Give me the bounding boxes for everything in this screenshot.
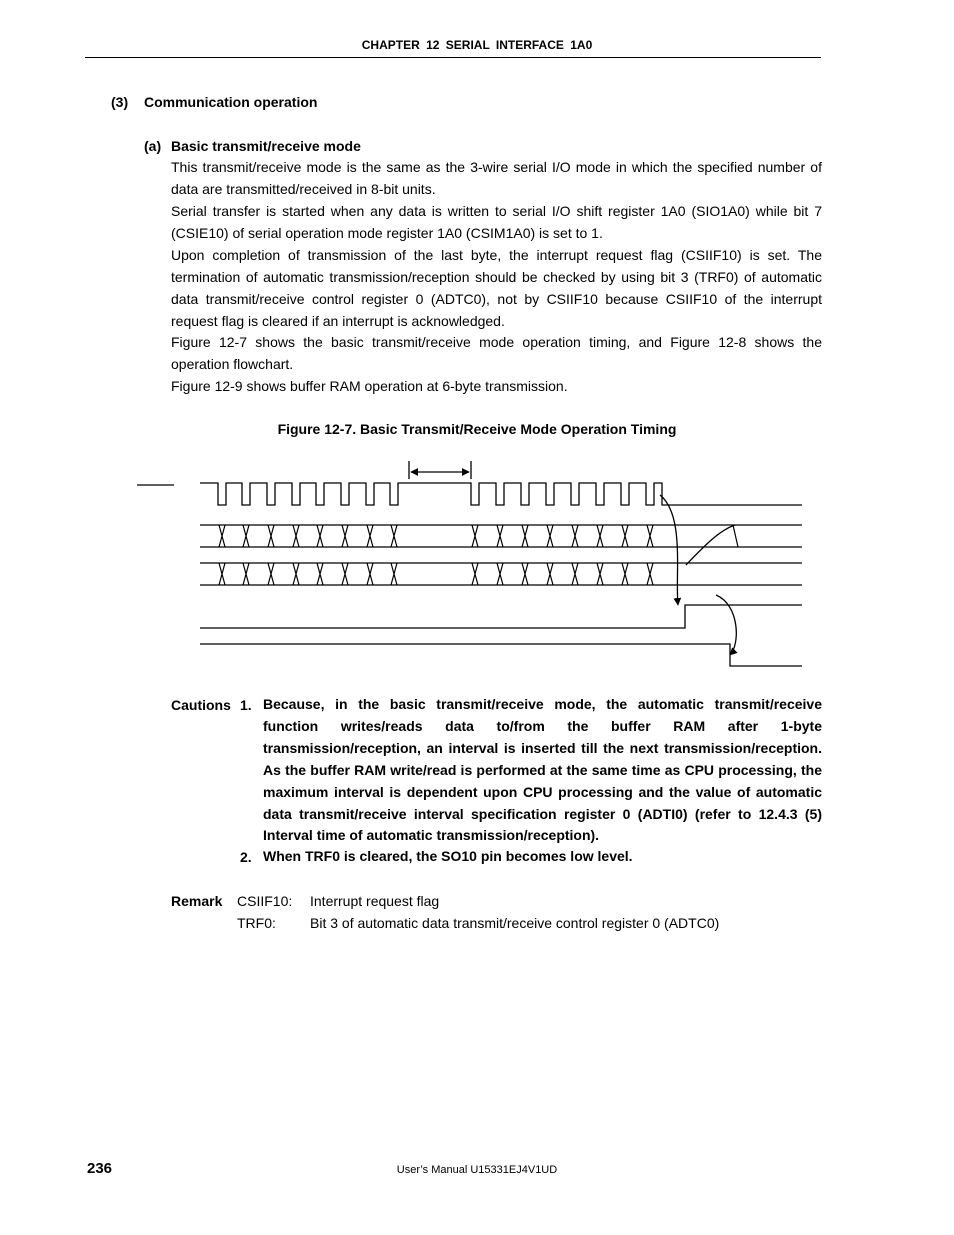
- chapter-header: CHAPTER 12 SERIAL INTERFACE 1A0: [361, 38, 593, 52]
- page-number: 236: [87, 1160, 113, 1177]
- transition-mark-so-2: [243, 563, 249, 585]
- transition-mark-si-7: [367, 525, 373, 547]
- cautions-label: Cautions: [171, 697, 231, 713]
- section-title: Communication operation: [144, 94, 318, 110]
- transition-mark-si-8: [391, 525, 397, 547]
- transition-mark-so-14: [597, 563, 603, 585]
- paragraph-1: This transmit/receive mode is the same as the 3-wire serial I/O mode in which the specified number of data are transmitted/received in 8-bit units.: [171, 159, 822, 197]
- transition-mark-si-9: [472, 525, 478, 547]
- transition-mark-si-16: [647, 525, 653, 547]
- section-number: (3): [111, 94, 129, 110]
- transition-mark-si-6: [342, 525, 348, 547]
- arrow-so-end: [686, 525, 735, 565]
- clock-signal: [200, 483, 802, 505]
- transition-mark-si-3: [268, 525, 274, 547]
- transition-mark-so-9: [472, 563, 478, 585]
- transition-mark-so-4: [293, 563, 299, 585]
- transition-mark-si-2: [243, 525, 249, 547]
- transition-mark-si-5: [317, 525, 323, 547]
- paragraph-3: Upon completion of transmission of the last byte, the interrupt request flag (CSIIF10) is set. The termination of automatic transmission/reception should be checked by using bit 3 (TRF0) of automatic data transmit/receive control register 0 (ADTC0), not by CSIIF10 because CSIIF10 of the interrupt request flag is cleared if an interrupt is acknowledged.: [171, 247, 822, 329]
- subsection-title: Basic transmit/receive mode: [171, 138, 361, 154]
- remark-label: Remark: [171, 893, 223, 909]
- caution-text-2: When TRF0 is cleared, the SO10 pin becomes low level.: [263, 848, 633, 864]
- arrow-clock-to-csiif: [660, 495, 678, 605]
- transition-mark-so-10: [497, 563, 503, 585]
- figure-caption: Figure 12-7. Basic Transmit/Receive Mode Operation Timing: [277, 421, 677, 437]
- transition-mark-so-8: [391, 563, 397, 585]
- transition-mark-so-16: [647, 563, 653, 585]
- transition-mark-si-14: [597, 525, 603, 547]
- transition-mark-si-end: [733, 525, 738, 547]
- paragraph-5: Figure 12-9 shows buffer RAM operation at 6-byte transmission.: [171, 378, 568, 394]
- arrow-csiif-to-trf0: [716, 595, 736, 655]
- caution-number-2: 2.: [240, 849, 252, 865]
- transition-mark-si-13: [572, 525, 578, 547]
- remark-term-2: TRF0:: [237, 915, 276, 931]
- remark-desc-2: Bit 3 of automatic data transmit/receive control register 0 (ADTC0): [310, 915, 720, 931]
- header-rule: [85, 57, 821, 58]
- transition-mark-so-6: [342, 563, 348, 585]
- transition-mark-so-12: [547, 563, 553, 585]
- transition-mark-so-11: [522, 563, 528, 585]
- remark-desc-1: Interrupt request flag: [310, 893, 440, 909]
- transition-mark-si-15: [622, 525, 628, 547]
- transition-mark-si-11: [522, 525, 528, 547]
- csiif10-signal: [200, 605, 802, 628]
- transition-mark-so-5: [317, 563, 323, 585]
- transition-mark-so-7: [367, 563, 373, 585]
- transition-mark-so-15: [622, 563, 628, 585]
- trf0-signal: [200, 644, 802, 666]
- manual-id: User’s Manual U15331EJ4V1UD: [396, 1164, 558, 1176]
- transition-mark-so-3: [268, 563, 274, 585]
- transition-mark-si-10: [497, 525, 503, 547]
- subsection-label: (a): [144, 138, 162, 154]
- remark-term-1: CSIIF10:: [237, 893, 293, 909]
- timing-diagram: [130, 455, 820, 680]
- transition-mark-si-1: [219, 525, 225, 547]
- paragraph-2: Serial transfer is started when any data is written to serial I/O shift register 1A0 (SIO1A0) while bit 7 (CSIE10) of serial operation mode register 1A0 (CSIM1A0) is set to 1.: [171, 203, 822, 241]
- data-transition-marks: [219, 525, 738, 585]
- caution-text-1: Because, in the basic transmit/receive mode, the automatic transmit/receive function writes/reads data to/from the buffer RAM after 1-byte transmission/reception, an interval is inserted till the next transmission/reception. As the buffer RAM write/read is performed at the same time as CPU processing, the maximum interval is dependent upon CPU processing and the value of automatic data transmit/receive interval specification register 0 (ADTI0) (refer to 12.4.3 (5) Interval time of automatic transmission/reception).: [263, 696, 822, 844]
- transition-mark-si-12: [547, 525, 553, 547]
- transition-mark-si-4: [293, 525, 299, 547]
- paragraph-4: Figure 12-7 shows the basic transmit/receive mode operation timing, and Figure 12-8 shows the operation flowchart.: [171, 334, 822, 372]
- transition-mark-so-1: [219, 563, 225, 585]
- transition-mark-so-13: [572, 563, 578, 585]
- caution-number-1: 1.: [240, 697, 252, 713]
